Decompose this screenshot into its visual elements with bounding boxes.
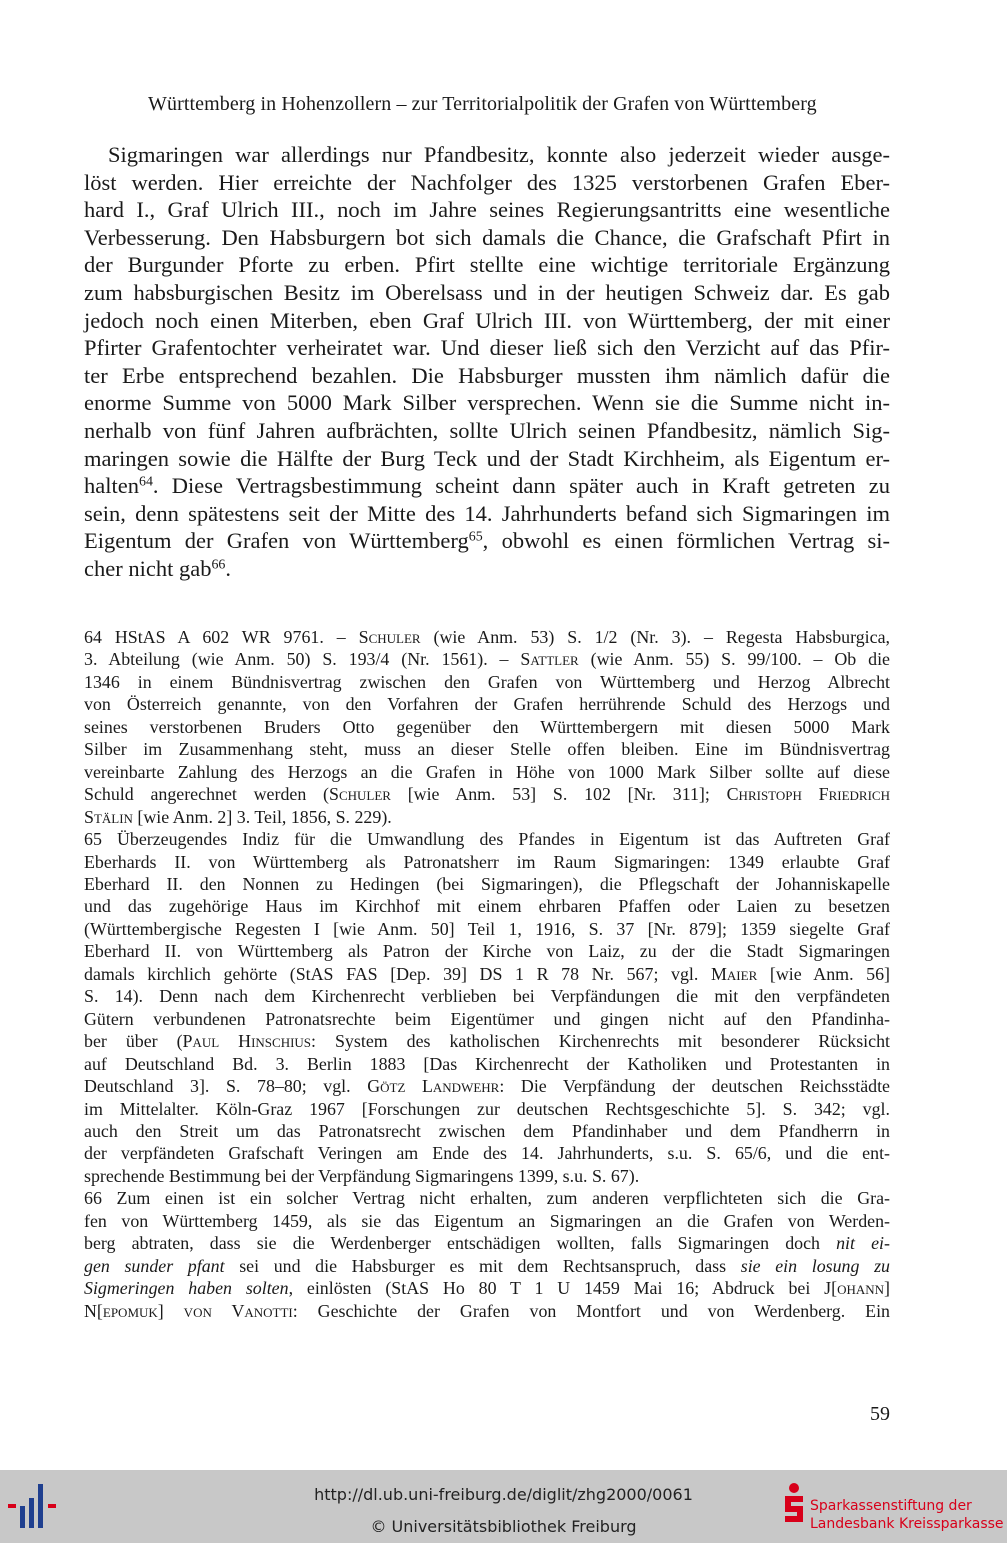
- footnote-text: , einlösten (StAS Ho 80 T 1 U 1459 Mai 16; Abdruck bei J: [288, 1278, 832, 1299]
- footnote-65-line: [84, 1075, 890, 1097]
- footnote-65-line: S. 14). Denn nach dem Kirchenrecht verblieben bei Verpfändungen die mit den verpfändeten: [84, 986, 890, 1007]
- footnote-text: : Die Verpfändung der deutschen Reichsstädte: [499, 1076, 890, 1097]
- body-line: enorme Summe von 5000 Mark Silber versprechen. Wenn sie die Summe nicht in-: [84, 390, 890, 416]
- footnotes-block: [84, 626, 890, 1322]
- author-name: Stälin: [84, 806, 133, 827]
- author-name: Schuler: [329, 784, 391, 805]
- author-name: [epomuk] von Vanotti: [96, 1300, 293, 1321]
- footnote-text: : System des katholischen Kirchenrechts mit besonderer Rücksicht: [311, 1031, 890, 1052]
- footnote-text: 3. Abteilung (wie Anm. 50) S. 193/4 (Nr. 1561). –: [84, 649, 521, 670]
- body-line: Verbesserung. Den Habsburgern bot sich damals die Chance, die Grafschaft Pfirt in: [84, 224, 890, 250]
- footnote-66-line: [84, 1232, 890, 1254]
- author-name: Maier: [711, 963, 758, 984]
- footnote-64-line: [84, 648, 890, 670]
- body-line: jedoch noch einen Miterben, eben Graf Ulrich III. von Württemberg, der mit einer: [84, 307, 890, 333]
- body-line: sein, denn spätestens seit der Mitte des 14. Jahrhunderts befand sich Sigmaringen im: [84, 500, 890, 526]
- footnote-64-line: 1346 in einem Bündnisvertrag zwischen den Grafen von Württemberg und Herzog Albrecht: [84, 671, 890, 692]
- running-title: Württemberg in Hohenzollern – zur Territorialpolitik der Grafen von Württemberg: [148, 93, 817, 115]
- footnote-text: (wie Anm. 53) S. 1/2 (Nr. 3). – Regesta Habsburgica,: [420, 627, 890, 647]
- quoted-source-text: nit ei-: [836, 1233, 890, 1254]
- quoted-source-text: Sigmeringen haben solten: [84, 1278, 289, 1299]
- body-line: [84, 527, 890, 555]
- footnote-text: : Geschichte der Grafen von Montfort und von Werdenberg. Ein: [292, 1300, 890, 1321]
- footnote-ref-65[interactable]: 65: [468, 529, 483, 545]
- footnote-64-line: von Österreich genannte, von den Vorfahren der Grafen herrührende Schuld des Herzogs und: [84, 694, 890, 715]
- footnote-text: berg abtraten, dass sie die Werdenberger entschädigen wollten, falls Sigmaringen doch: [84, 1233, 837, 1254]
- footnote-text: Schuld angerechnet werden (: [84, 784, 329, 805]
- quoted-source-text: sie ein losung zu: [740, 1255, 890, 1276]
- body-text: cher nicht gab: [84, 555, 212, 581]
- footnote-64-line: [84, 783, 890, 805]
- footnote-text: N: [84, 1300, 97, 1321]
- body-line: Pfirter Grafentochter verheiratet war. Und dieser ließ sich den Verzicht auf das Pfir-: [84, 335, 890, 361]
- footnote-text: [wie Anm. 56]: [757, 963, 890, 984]
- permalink-link[interactable]: http://dl.ub.uni-freiburg.de/diglit/zhg2000/0061: [314, 1485, 693, 1504]
- footnote-65-line: [84, 963, 890, 985]
- footnote-65-line: sprechende Bestimmung bei der Verpfändung Sigmaringens 1399, s.u. S. 67).: [84, 1165, 640, 1186]
- footnote-65-line: Eberhards II. von Württemberg als Patronatsherr im Raum Sigmaringen: 1349 erlaubte Graf: [84, 851, 890, 872]
- body-line: zum habsburgischen Besitz im Oberelsass und in der heutigen Schweiz dar. Es gab: [84, 279, 890, 305]
- footnote-text: ber über (: [84, 1031, 183, 1052]
- footnote-65-line: Eberhard II. den Nonnen zu Hedingen (bei Sigmaringen), die Pflegschaft der Johanniskapelle: [84, 873, 890, 894]
- footnote-66-line: [84, 1277, 890, 1299]
- author-name: Sattler: [520, 649, 579, 670]
- footnote-65-line: [84, 1030, 890, 1052]
- footnote-65-line: auch den Streit um das Patronatsrecht zwischen dem Pfandinhaber und dem Pfandherrn in: [84, 1120, 890, 1141]
- footnote-66-line: 66 Zum einen ist ein solcher Vertrag nicht erhalten, zum anderen verpflichteten sich die Gra-: [84, 1188, 890, 1209]
- quoted-source-text: gen sunder pfant: [84, 1255, 225, 1276]
- footnote-65-line: der verpfändeten Grafschaft Veringen am Ende des 14. Jahrhunderts, s.u. S. 65/6, und die ent-: [84, 1143, 890, 1164]
- footnote-66-line: fen von Württemberg 1459, als sie das Eigentum an Sigmaringen an die Grafen von Werden-: [84, 1210, 890, 1231]
- page-number: 59: [870, 1403, 890, 1425]
- body-line: der Burgunder Pforte zu erben. Pfirt stellte eine wichtige territoriale Ergänzung: [84, 252, 890, 278]
- footnote-text: (wie Anm. 55) S. 99/100. – Ob die: [578, 649, 890, 670]
- footnote-65-line: (Württembergische Regesten I [wie Anm. 50] Teil 1, 1916, S. 37 [Nr. 879]; 1359 siegelte Graf: [84, 918, 890, 939]
- footnote-text: 64 HStAS A 602 WR 9761. –: [84, 627, 359, 647]
- footnote-ref-66[interactable]: 66: [211, 557, 226, 573]
- footnote-text: [wie Anm. 2] 3. Teil, 1856, S. 229).: [132, 806, 392, 827]
- body-line: maringen sowie die Hälfte der Burg Teck und der Stadt Kirchheim, als Eigentum er-: [84, 445, 890, 471]
- footnote-64-line: vereinbarte Zahlung des Herzogs an die Grafen in Höhe von 1000 Mark Silber sollte auf diese: [84, 761, 890, 782]
- footnote-65-line: im Mittelalter. Köln-Graz 1967 [Forschungen zur deutschen Rechtsgeschichte 5]. S. 342; vgl.: [84, 1098, 890, 1119]
- body-line: Sigmaringen war allerdings nur Pfandbesitz, konnte also jederzeit wieder ausge-: [108, 142, 890, 167]
- body-line: [84, 472, 890, 500]
- digitization-footer: [0, 1470, 1007, 1543]
- body-line: ter Erbe entsprechend bezahlen. Die Habsburger mussten ihm nämlich dafür die: [84, 362, 890, 388]
- footnote-66-line: [84, 1300, 890, 1322]
- body-text: . Diese Vertragsbestimmung scheint dann später auch in Kraft getreten zu: [152, 473, 890, 499]
- sponsor-credit[interactable]: [782, 1482, 1004, 1534]
- footnote-64-line: [84, 626, 890, 648]
- author-name: Paul Hinschius: [182, 1031, 312, 1052]
- footnote-65-line: 65 Überzeugendes Indiz für die Umwandlung des Pfandes in Eigentum ist das Auftreten Graf: [84, 829, 890, 850]
- author-name: Christoph Friedrich: [726, 784, 890, 805]
- body-text: , obwohl es einen förmlichen Vertrag si-: [482, 528, 890, 554]
- footnote-64-line: seines verstorbenen Bruders Otto gegenüber den Württembergern mit diesen 5000 Mark: [84, 716, 890, 737]
- body-line: [84, 555, 890, 583]
- footnote-65-line: auf Deutschland Bd. 3. Berlin 1883 [Das Kirchenrecht der Katholiken und Protestanten in: [84, 1053, 890, 1074]
- body-text: Eigentum der Grafen von Württemberg: [84, 528, 469, 554]
- footnote-ref-64[interactable]: 64: [138, 474, 153, 490]
- sparkasse-logo-icon: [782, 1482, 806, 1530]
- author-name: Götz Landwehr: [367, 1076, 500, 1097]
- footnote-65-line: Gütern verbundenen Patronatsrechte beim Eigentümer und gingen nicht auf den Pfandinha-: [84, 1008, 890, 1029]
- footnote-text: sei und die Habsburger es mit dem Rechtsanspruch, dass: [224, 1255, 741, 1276]
- body-line: nerhalb von fünf Jahren aufbrächten, sollte Ulrich seinen Pfandbesitz, nämlich Sig-: [84, 417, 890, 443]
- body-text: halten: [84, 473, 139, 499]
- footnote-65-line: und das zugehörige Haus im Kirchhof mit einem ehrbaren Pfaffen oder Laien zu besetzen: [84, 896, 890, 917]
- sponsor-line: Sparkassenstiftung der: [810, 1498, 972, 1514]
- author-name: Schuler: [358, 627, 421, 647]
- body-line: löst werden. Hier erreichte der Nachfolger des 1325 verstorbenen Grafen Eber-: [84, 169, 890, 195]
- body-line: hard I., Graf Ulrich III., noch im Jahre seines Regierungsantritts eine wesentliche: [84, 197, 890, 223]
- footnote-65-line: Eberhard II. von Württemberg als Patron der Kirche von Laiz, zu der die Stadt Sigmaringen: [84, 941, 890, 962]
- footnote-64-line: [84, 806, 890, 828]
- body-text: .: [225, 555, 232, 581]
- author-name: [ohann]: [831, 1278, 890, 1299]
- footnote-text: Deutschland 3]. S. 78–80; vgl.: [84, 1076, 368, 1097]
- sponsor-line: Landesbank Kreissparkasse: [810, 1516, 1004, 1532]
- footnote-text: damals kirchlich gehörte (StAS FAS [Dep. 39] DS 1 R 78 Nr. 567; vgl.: [84, 963, 711, 984]
- main-text-block: [84, 141, 890, 583]
- copyright-notice: © Universitätsbibliothek Freiburg: [370, 1517, 637, 1536]
- footnote-66-line: [84, 1255, 890, 1277]
- footnote-text: [wie Anm. 53] S. 102 [Nr. 311];: [390, 784, 727, 805]
- footnote-64-line: Silber im Zusammenhang steht, muss an dieser Stelle offen bleiben. Eine im Bündnisvertrag: [84, 739, 890, 760]
